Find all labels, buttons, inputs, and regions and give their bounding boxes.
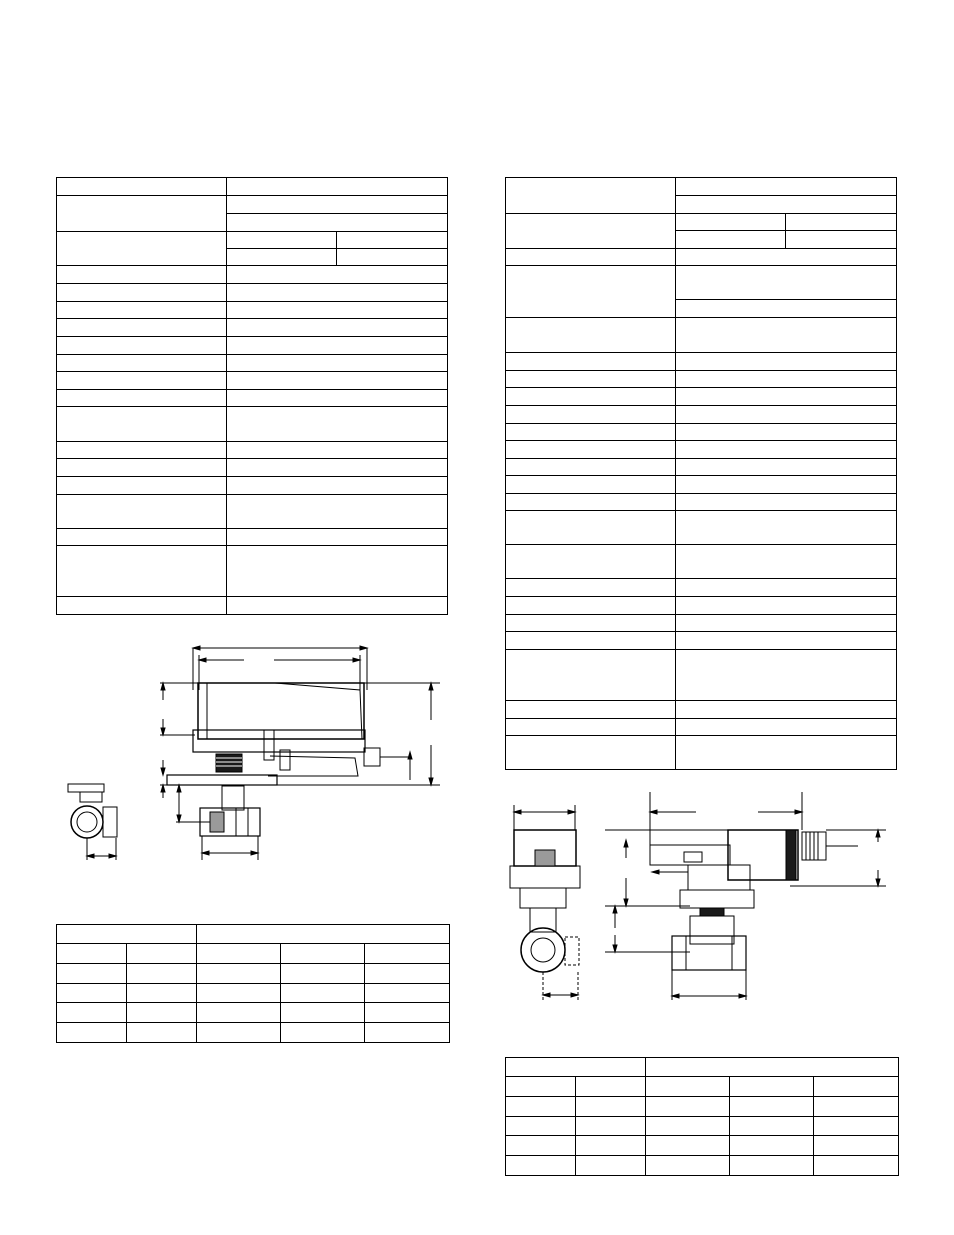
dim-cell [646, 1136, 730, 1156]
dim-cell [127, 984, 197, 1003]
dim-cell [281, 984, 365, 1003]
dim-cell [576, 1136, 646, 1156]
dim-cell [197, 984, 281, 1003]
dim-cell [57, 944, 127, 964]
dim-cell [646, 1097, 730, 1117]
dim-cell [730, 1097, 814, 1117]
dim-cell [281, 1003, 365, 1023]
dim-cell [814, 1156, 899, 1176]
dim-cell [127, 944, 197, 964]
dim-cell [197, 964, 281, 984]
dim-cell [57, 1003, 127, 1023]
right-dimension-table [505, 1057, 899, 1176]
dim-header-cell [57, 925, 197, 944]
dim-cell [814, 1136, 899, 1156]
dim-cell [365, 984, 450, 1003]
dim-cell [506, 1136, 576, 1156]
dim-cell [365, 944, 450, 964]
left-dimension-table [56, 924, 450, 1043]
dim-cell [576, 1117, 646, 1136]
dim-cell [365, 964, 450, 984]
dim-cell [730, 1077, 814, 1097]
dim-cell [57, 964, 127, 984]
dim-cell [57, 1023, 127, 1043]
dim-cell [365, 1023, 450, 1043]
dim-cell [197, 1003, 281, 1023]
dim-cell [127, 1003, 197, 1023]
dim-cell [576, 1156, 646, 1176]
dim-cell [730, 1156, 814, 1176]
dim-cell [814, 1117, 899, 1136]
dim-cell [506, 1097, 576, 1117]
dim-cell [197, 1023, 281, 1043]
dim-cell [814, 1097, 899, 1117]
dim-cell [646, 1077, 730, 1097]
dim-header-cell [197, 925, 450, 944]
dim-cell [646, 1156, 730, 1176]
dim-cell [730, 1117, 814, 1136]
dim-cell [281, 964, 365, 984]
dim-header-cell [646, 1058, 899, 1077]
dim-cell [646, 1117, 730, 1136]
dim-cell [730, 1136, 814, 1156]
dim-cell [814, 1077, 899, 1097]
dim-cell [506, 1117, 576, 1136]
dim-header-cell [506, 1058, 646, 1077]
dim-cell [365, 1003, 450, 1023]
dim-cell [281, 1023, 365, 1043]
dim-cell [127, 964, 197, 984]
dim-cell [576, 1077, 646, 1097]
dim-cell [57, 984, 127, 1003]
dim-cell [197, 944, 281, 964]
dim-cell [506, 1077, 576, 1097]
dim-cell [576, 1097, 646, 1117]
dim-cell [127, 1023, 197, 1043]
dim-cell [281, 944, 365, 964]
dim-cell [506, 1156, 576, 1176]
